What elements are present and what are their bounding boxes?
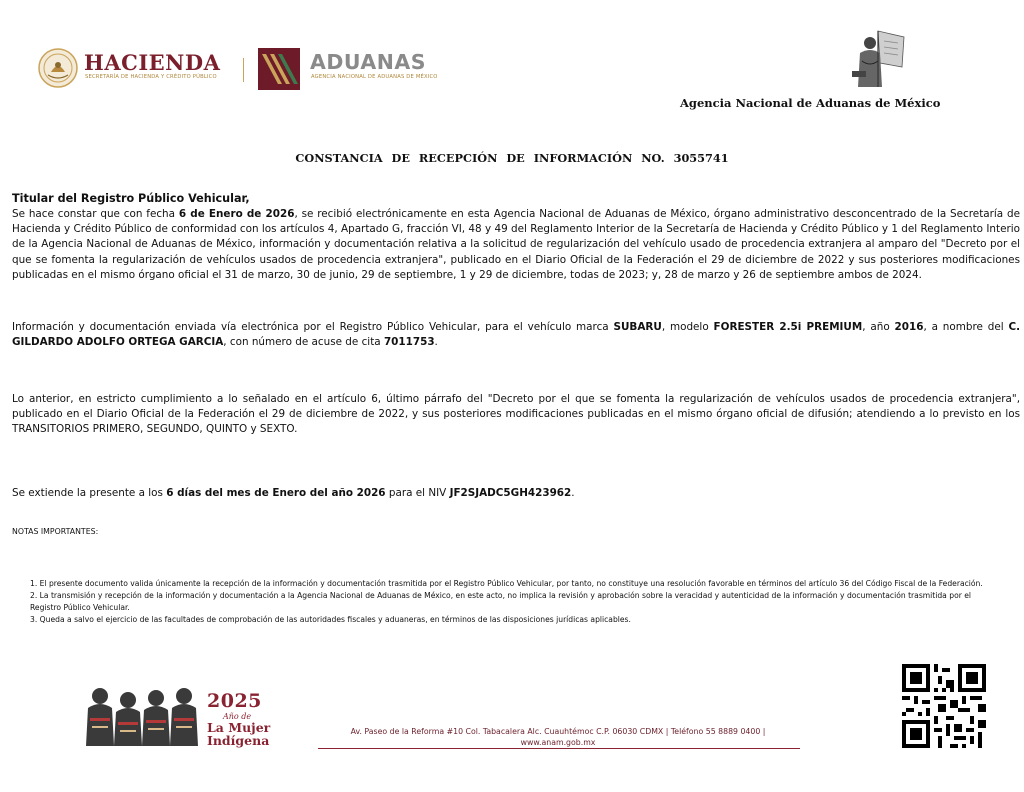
notes-list (30, 578, 996, 626)
qr-code-icon (902, 664, 986, 748)
owner-name: C. GILDARDO ADOLFO ORTEGA GARCIA (12, 321, 1021, 349)
aduanas-logo-subtitle: AGENCIA NACIONAL DE ADUANAS DE MÉXICO (311, 74, 438, 80)
footer-website: www.anam.gob.mx (520, 738, 596, 747)
aduanas-logo-icon (258, 48, 300, 90)
vehicle-year: 2016 (894, 321, 924, 333)
statue-flag-icon (848, 27, 908, 91)
note-item: 1. El presente documento valida únicamente la recepción de la información y documentación trasmitida por el Registro Público Vehicular, por tanto, no constituye una resolución favorable en términos del artículo 36 del Código Fiscal de la Federación. (30, 579, 983, 588)
commemorative-year-title: La Mujer Indígena (207, 720, 271, 748)
paragraph-receipt: Se hace constar que con fecha 6 de Enero de 2026, se recibió electrónicamente en esta Agencia Nacional de Aduanas de México, órgano administrativo desconcentrado de la Secretaría de Hacienda y Crédito Público de conformidad con los artículos 4, Apartado G, fracción VI, 48 y 49 del Reglamento Interior de la Secretaría de Hacienda y Crédito Público y 1 del Reglamento Interio de la Agencia Nacional de Aduanas de México, información y documentación relativa a la solicitud de regularización del vehículo usado de procedencia extranjera al amparo del "Decreto por el que se fomenta la regularización de vehículos usados de procedencia extranjera", publicado en el Diario Oficial de la Federación el 29 de diciembre de 2022 y sus posteriores modificaciones publicadas en el mismo órgano oficial el 31 de marzo, 30 de junio, 29 de septiembre, 1 y 29 de diciembre, todas de 2023; y, 28 de marzo y 26 de septiembre ambos de 2024. (12, 208, 1020, 281)
paragraph-issuance: Se extiende la presente a los 6 días del mes de Enero del año 2026 para el NIV JF2SJADC5GH423962. (12, 487, 575, 499)
footer-divider (318, 748, 800, 749)
vin-number: JF2SJADC5GH423962 (449, 487, 572, 499)
document-title: CONSTANCIA DE RECEPCIÓN DE INFORMACIÓN NO. 3055741 (295, 151, 729, 165)
appointment-receipt-number: 7011753 (383, 336, 435, 349)
footer-address: Av. Paseo de la Reforma #10 Col. Tabacalera Alc. Cuauhtémoc C.P. 06030 CDMX | Teléfono 55 8889 0400 | (350, 727, 766, 736)
indigenous-women-illustration-icon (80, 678, 200, 746)
aduanas-logo-text: ADUANAS (310, 50, 427, 74)
vehicle-model: FORESTER 2.5i PREMIUM (713, 321, 863, 333)
note-item: 3. Queda a salvo el ejercicio de las facultades de comprobación de las autoridades fiscales y aduaneras, en términos de las disposiciones jurídicas aplicables. (30, 615, 631, 624)
hacienda-logo-text: HACIENDA (84, 50, 221, 75)
note-item: 2. La transmisión y recepción de la información y documentación a la Agencia Nacional de Aduanas de México, en este acto, no implica la revisión y aprobación sobre la veracidad y autenticidad de la información y documentación trasmitida por el Registro Público Vehicular. (30, 591, 972, 612)
hacienda-logo-subtitle: SECRETARÍA DE HACIENDA Y CRÉDITO PÚBLICO (85, 74, 217, 80)
paragraph-vehicle: Información y documentación enviada vía electrónica por el Registro Público Vehicular, para el vehículo marca SUBARU, modelo FORESTER 2.5i PREMIUM, año 2016, a nombre del C. GILDARDO ADOLFO ORTEGA GARCIA, con número de acuse de cita 7011753. (12, 321, 1021, 349)
commemorative-year-prefix: Año de (223, 712, 252, 721)
commemorative-year: 2025 (207, 690, 262, 712)
notes-heading: NOTAS IMPORTANTES: (12, 527, 99, 536)
receipt-date: 6 de Enero de 2026 (178, 208, 295, 220)
hacienda-seal-icon (38, 48, 78, 88)
paragraph-legal-basis: Lo anterior, en estricto cumplimiento a lo señalado en el artículo 6, último párrafo del "Decreto por el que se fomenta la regularización de vehículos usados de procedencia extranjera", publicado en el Diario Oficial de la Federación el 29 de diciembre de 2022, y sus posteriores modificaciones publicadas en el mismo órgano oficial de difusión; atendiendo a lo previsto en los TRANSITORIOS PRIMERO, SEGUNDO, QUINTO y SEXTO. (12, 393, 1020, 436)
agency-name: Agencia Nacional de Aduanas de México (680, 96, 941, 110)
addressee-heading: Titular del Registro Público Vehicular, (12, 192, 250, 205)
header-divider (243, 58, 244, 82)
vehicle-brand: SUBARU (613, 321, 662, 333)
issuance-date: 6 días del mes de Enero del año 2026 (166, 487, 386, 499)
